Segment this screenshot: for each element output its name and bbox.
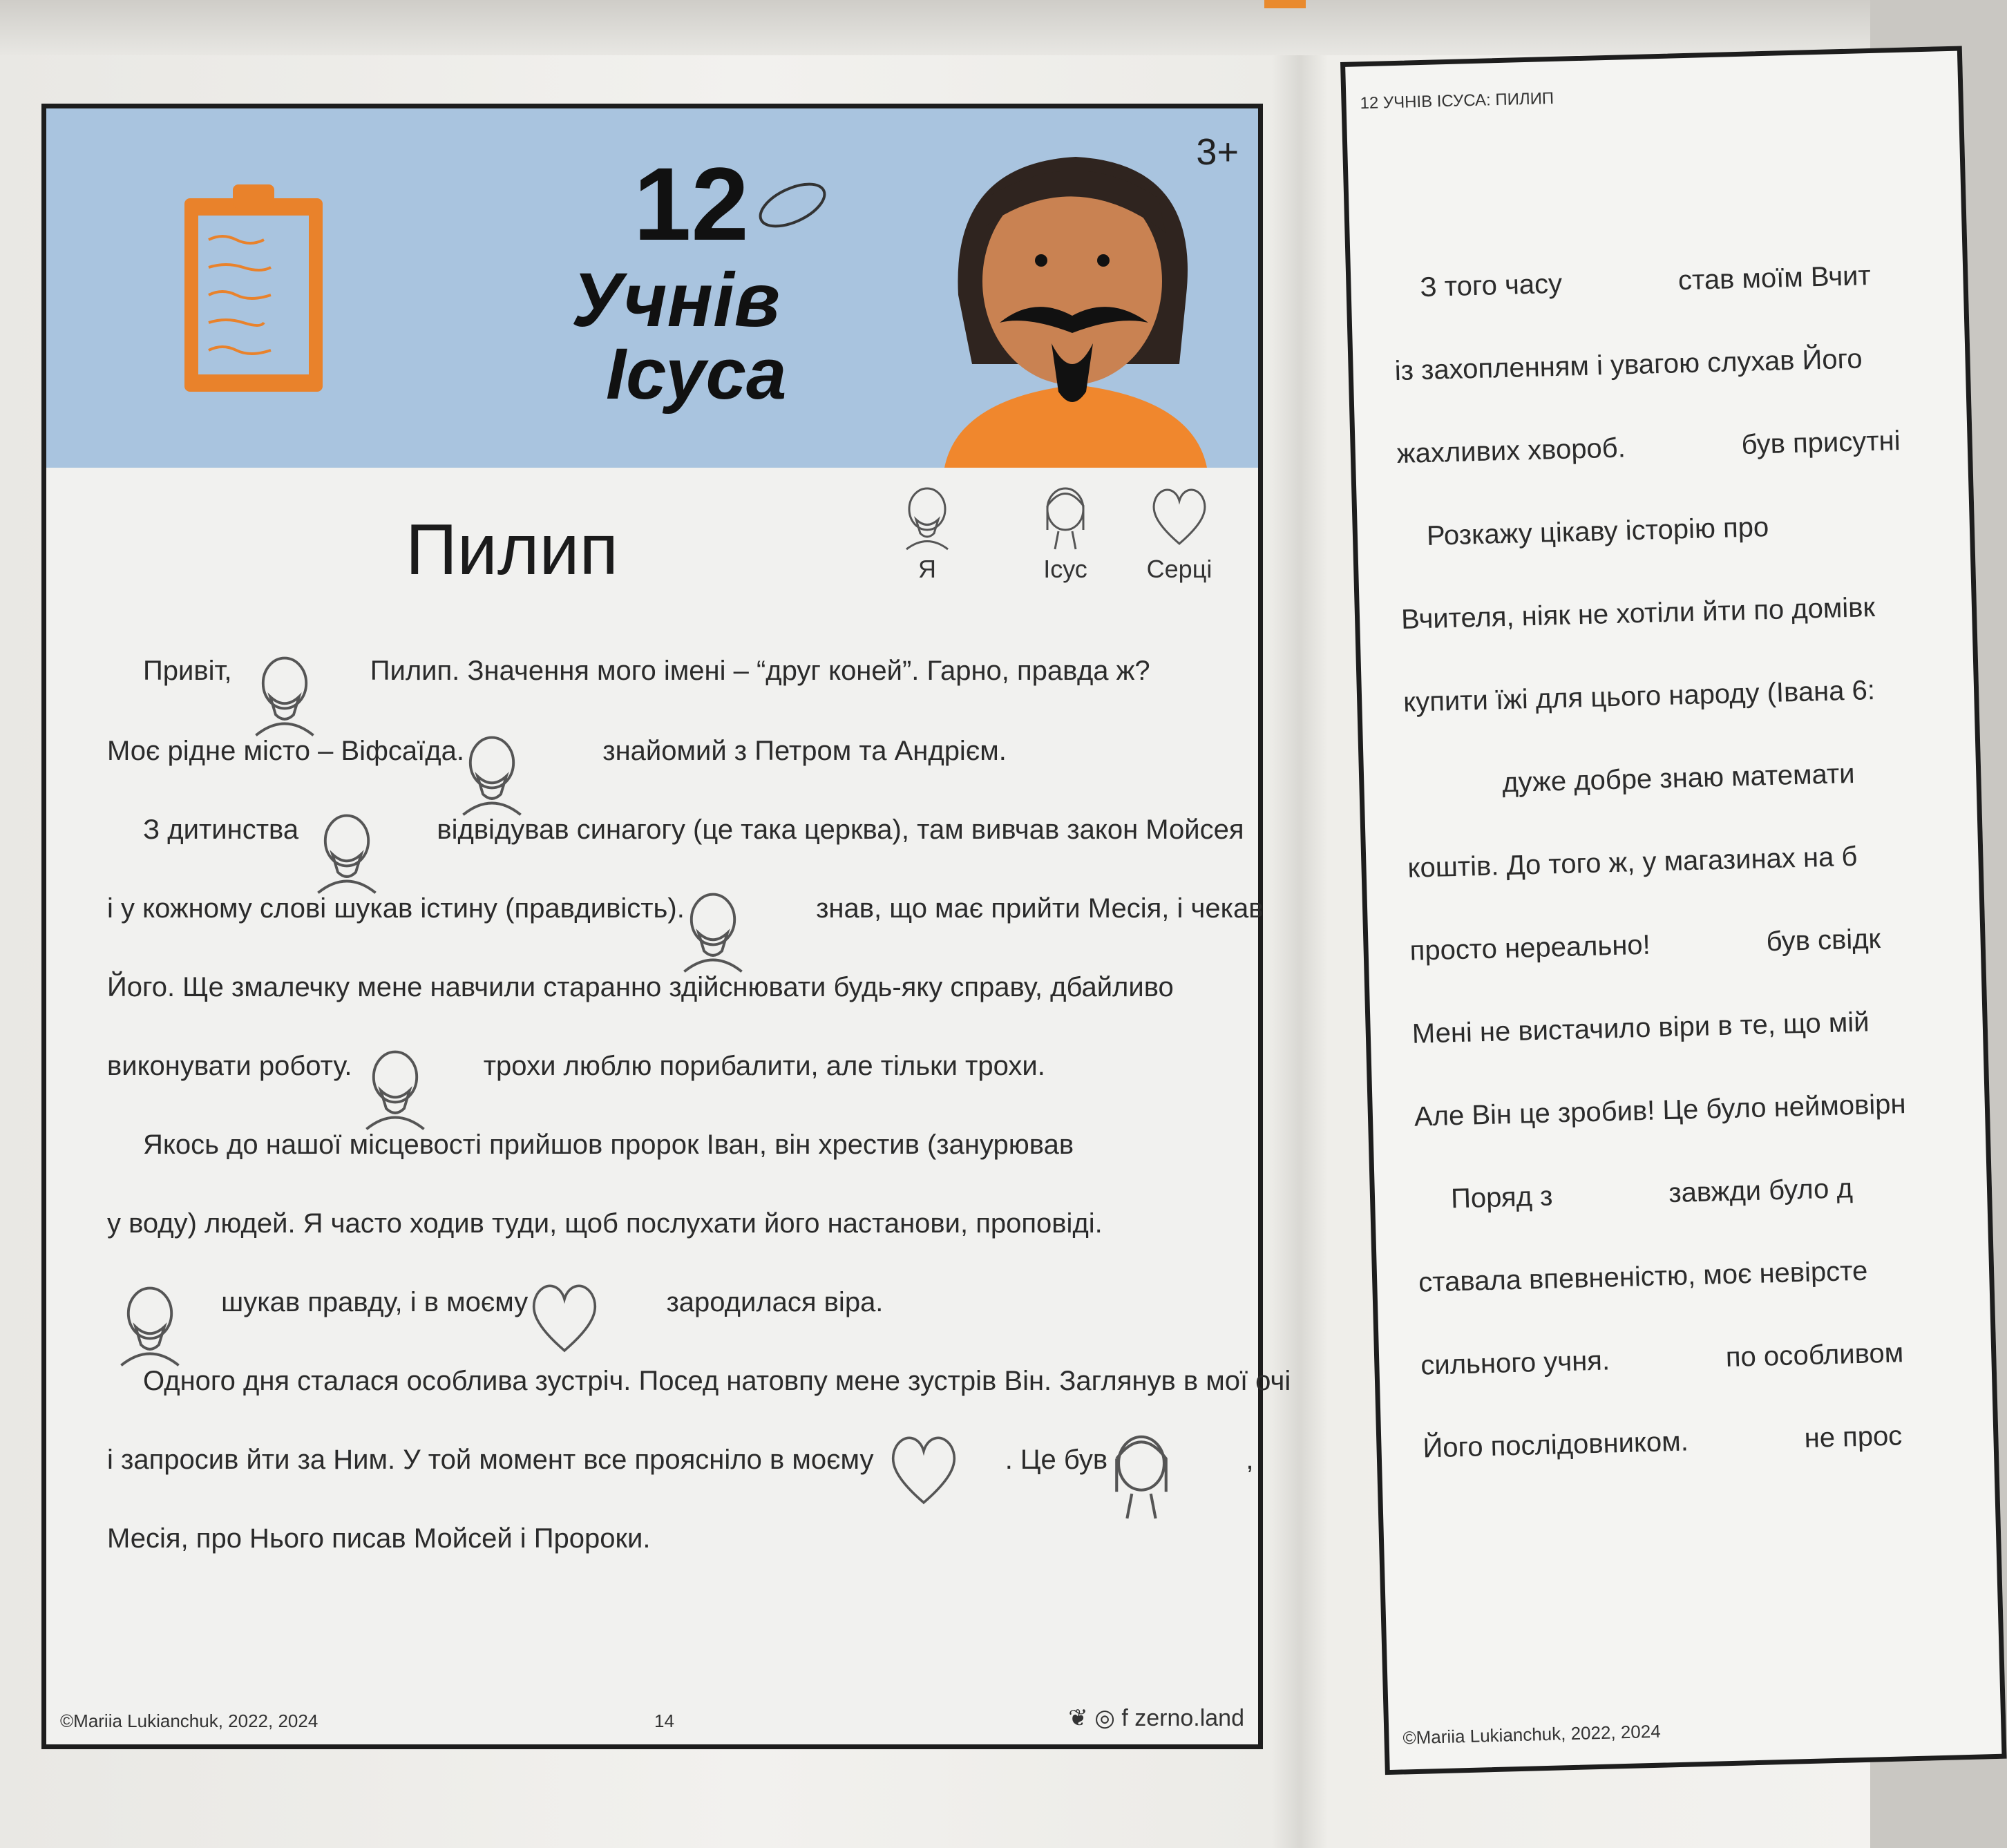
legend-me-label: Я [918, 555, 936, 583]
text: Його. Ще змалечку мене навчили старанно здійснювати будь-яку справу, дбайливо [107, 972, 1174, 1002]
text: із захопленням і увагою слухав Його [1394, 343, 1863, 387]
text: зародилася віра. [666, 1287, 884, 1317]
text-line-9 [107, 1287, 1240, 1318]
jesus-face-icon [1572, 290, 1668, 293]
rtext-line-3 [1396, 426, 1910, 470]
legend-jesus-label: Ісус [1043, 555, 1087, 583]
man-face-icon [309, 805, 385, 895]
rtext-line-6 [1403, 675, 1885, 718]
text: і запросив йти за Ним. У той момент все прояснілo в моєму [107, 1445, 874, 1475]
rtext-line-2 [1394, 343, 1872, 387]
text: шукав правду, і в моєму [221, 1287, 529, 1317]
text: , [1246, 1445, 1254, 1475]
twelve-disciples-logo [530, 146, 862, 419]
text: Месія, про Нього писав Мойсей і Пророки. [107, 1523, 651, 1554]
jesus-face-icon [1038, 482, 1093, 551]
left-page [41, 104, 1291, 1749]
text: Одного дня сталася особлива зустріч. Посед натовпу мене зустрів Він. Заглянув в мої очі [143, 1366, 1291, 1396]
jesus-face-icon [1103, 1425, 1179, 1521]
text: Розкажу цікаву історію про [1426, 512, 1769, 551]
svg-text:Ісуса: Ісуса [606, 334, 787, 415]
rtext-line-15 [1423, 1420, 1912, 1465]
orange-bookmark [1264, 0, 1306, 8]
leaf-icon: ❦ [1068, 1705, 1088, 1731]
text: знайомий з Петром та Андрієм. [602, 736, 1007, 766]
top-shadow [0, 0, 1870, 55]
text: відвідував синагогу (це така церква), там вивчав закон Мойсея [437, 815, 1244, 845]
svg-text:Учнів: Учнів [571, 258, 781, 343]
rtext-line-8 [1407, 841, 1867, 884]
header-banner [46, 108, 1258, 468]
text: З того часу [1419, 268, 1563, 303]
jesus-face-icon [1698, 1447, 1795, 1450]
text: коштів. До того ж, у магазинах на б [1407, 841, 1858, 884]
text: був присутні [1741, 425, 1901, 460]
rtext-line-9 [1409, 924, 1890, 967]
clipboard-icon [178, 178, 330, 399]
copyright: ©Mariia Lukianchuk, 2022, 2024 [60, 1711, 318, 1731]
man-face-icon [247, 647, 323, 737]
text: Вчителя, ніяк не хотіли йти по домівк [1400, 592, 1876, 635]
rtext-line-10 [1411, 1007, 1879, 1050]
heart-icon [1148, 482, 1210, 551]
svg-text:12: 12 [634, 146, 749, 262]
man-face-icon [675, 884, 751, 973]
text: Але Він це зробив! Це було неймовірн [1414, 1089, 1907, 1132]
page-number: 14 [654, 1711, 674, 1731]
text: не прос [1804, 1420, 1903, 1454]
man-face-icon [454, 727, 530, 817]
rtext-line-7 [1502, 759, 1865, 799]
rtext-line-1 [1420, 260, 1881, 303]
man-face-icon [357, 1041, 433, 1131]
text: був свідк [1766, 923, 1881, 958]
text: просто нереально! [1409, 929, 1651, 966]
text: Поряд з [1450, 1181, 1553, 1214]
rtext-line-13 [1418, 1255, 1878, 1298]
text: став моїм Вчит [1677, 260, 1872, 296]
age-badge: 3+ [1196, 131, 1239, 173]
rtext-line-4 [1426, 512, 1778, 552]
text: трохи люблю порибалити, але тільки трохи. [483, 1051, 1045, 1081]
text-line-10 [143, 1366, 1291, 1397]
text: завжди було д [1668, 1173, 1854, 1209]
legend-me [882, 482, 972, 584]
text-line-2 [107, 736, 1240, 767]
text-line-12 [107, 1523, 1240, 1554]
text-line-4 [107, 893, 1264, 924]
jesus-face-icon [1563, 1202, 1659, 1205]
text: З дитинства [143, 815, 299, 845]
facebook-icon: f [1121, 1705, 1128, 1731]
rtext-line-12 [1451, 1173, 1863, 1215]
man-face-icon [1660, 951, 1757, 954]
philip-portrait [910, 136, 1242, 468]
text: по особливом [1725, 1337, 1904, 1373]
man-face-icon [900, 482, 955, 551]
text: дуже добре знаю математи [1501, 758, 1856, 799]
heart-icon [882, 1428, 965, 1511]
text: жахливих хвороб. [1396, 432, 1626, 470]
site-label: zerno.land [1134, 1705, 1244, 1731]
man-face-icon [112, 1277, 188, 1367]
text: купити їжі для цього народу (Івана 6: [1402, 675, 1876, 718]
text: Мені не вистачило віри в те, що мій [1411, 1007, 1870, 1049]
rtext-line-11 [1414, 1089, 1916, 1133]
text: Привіт, [143, 656, 232, 686]
text-line-8 [107, 1208, 1240, 1239]
running-header: 12 УЧНІВ ІСУСА: ПИЛИП [1360, 88, 1554, 113]
text-line-7 [143, 1130, 1276, 1161]
text: знав, що має прийти Месія, і чекав [816, 893, 1264, 924]
man-face-icon [1635, 454, 1732, 457]
rtext-line-5 [1401, 592, 1885, 636]
text: ставала впевненістю, моє невірсте [1418, 1255, 1868, 1298]
text-line-11 [107, 1445, 1254, 1476]
legend-jesus [1020, 482, 1110, 584]
heart-icon [523, 1276, 606, 1359]
text: сильного учня. [1420, 1345, 1610, 1381]
text: Моє рідне місто – Віфсаїда. [107, 736, 464, 766]
page-title: Пилип [406, 510, 618, 590]
legend-heart-label: Серці [1146, 555, 1212, 583]
text-line-6 [107, 1051, 1240, 1082]
legend-heart [1134, 482, 1224, 584]
instagram-icon: ◎ [1094, 1705, 1115, 1731]
rtext-line-14 [1420, 1337, 1914, 1382]
text: і у кожному слові шукав істину (правдивість). [107, 893, 685, 924]
text: у воду) людей. Я часто ходив туди, щоб послухати його настанови, проповіді. [107, 1208, 1103, 1239]
text: Якось до нашої місцевості прийшов пророк Іван, він хрестив (занурював [143, 1130, 1074, 1160]
right-page [1340, 46, 2007, 1775]
site-link[interactable] [1068, 1704, 1244, 1732]
text: виконувати роботу. [107, 1051, 352, 1081]
copyright-right: ©Mariia Lukianchuk, 2022, 2024 [1402, 1720, 1662, 1749]
text: . Це був [1005, 1445, 1108, 1475]
man-face-icon [1619, 1366, 1716, 1369]
text-line-5 [107, 972, 1240, 1003]
text: Пилип. Значення мого імені – “друг коней”. Гарно, правда ж? [370, 656, 1150, 686]
text: Його послідовником. [1422, 1426, 1689, 1464]
